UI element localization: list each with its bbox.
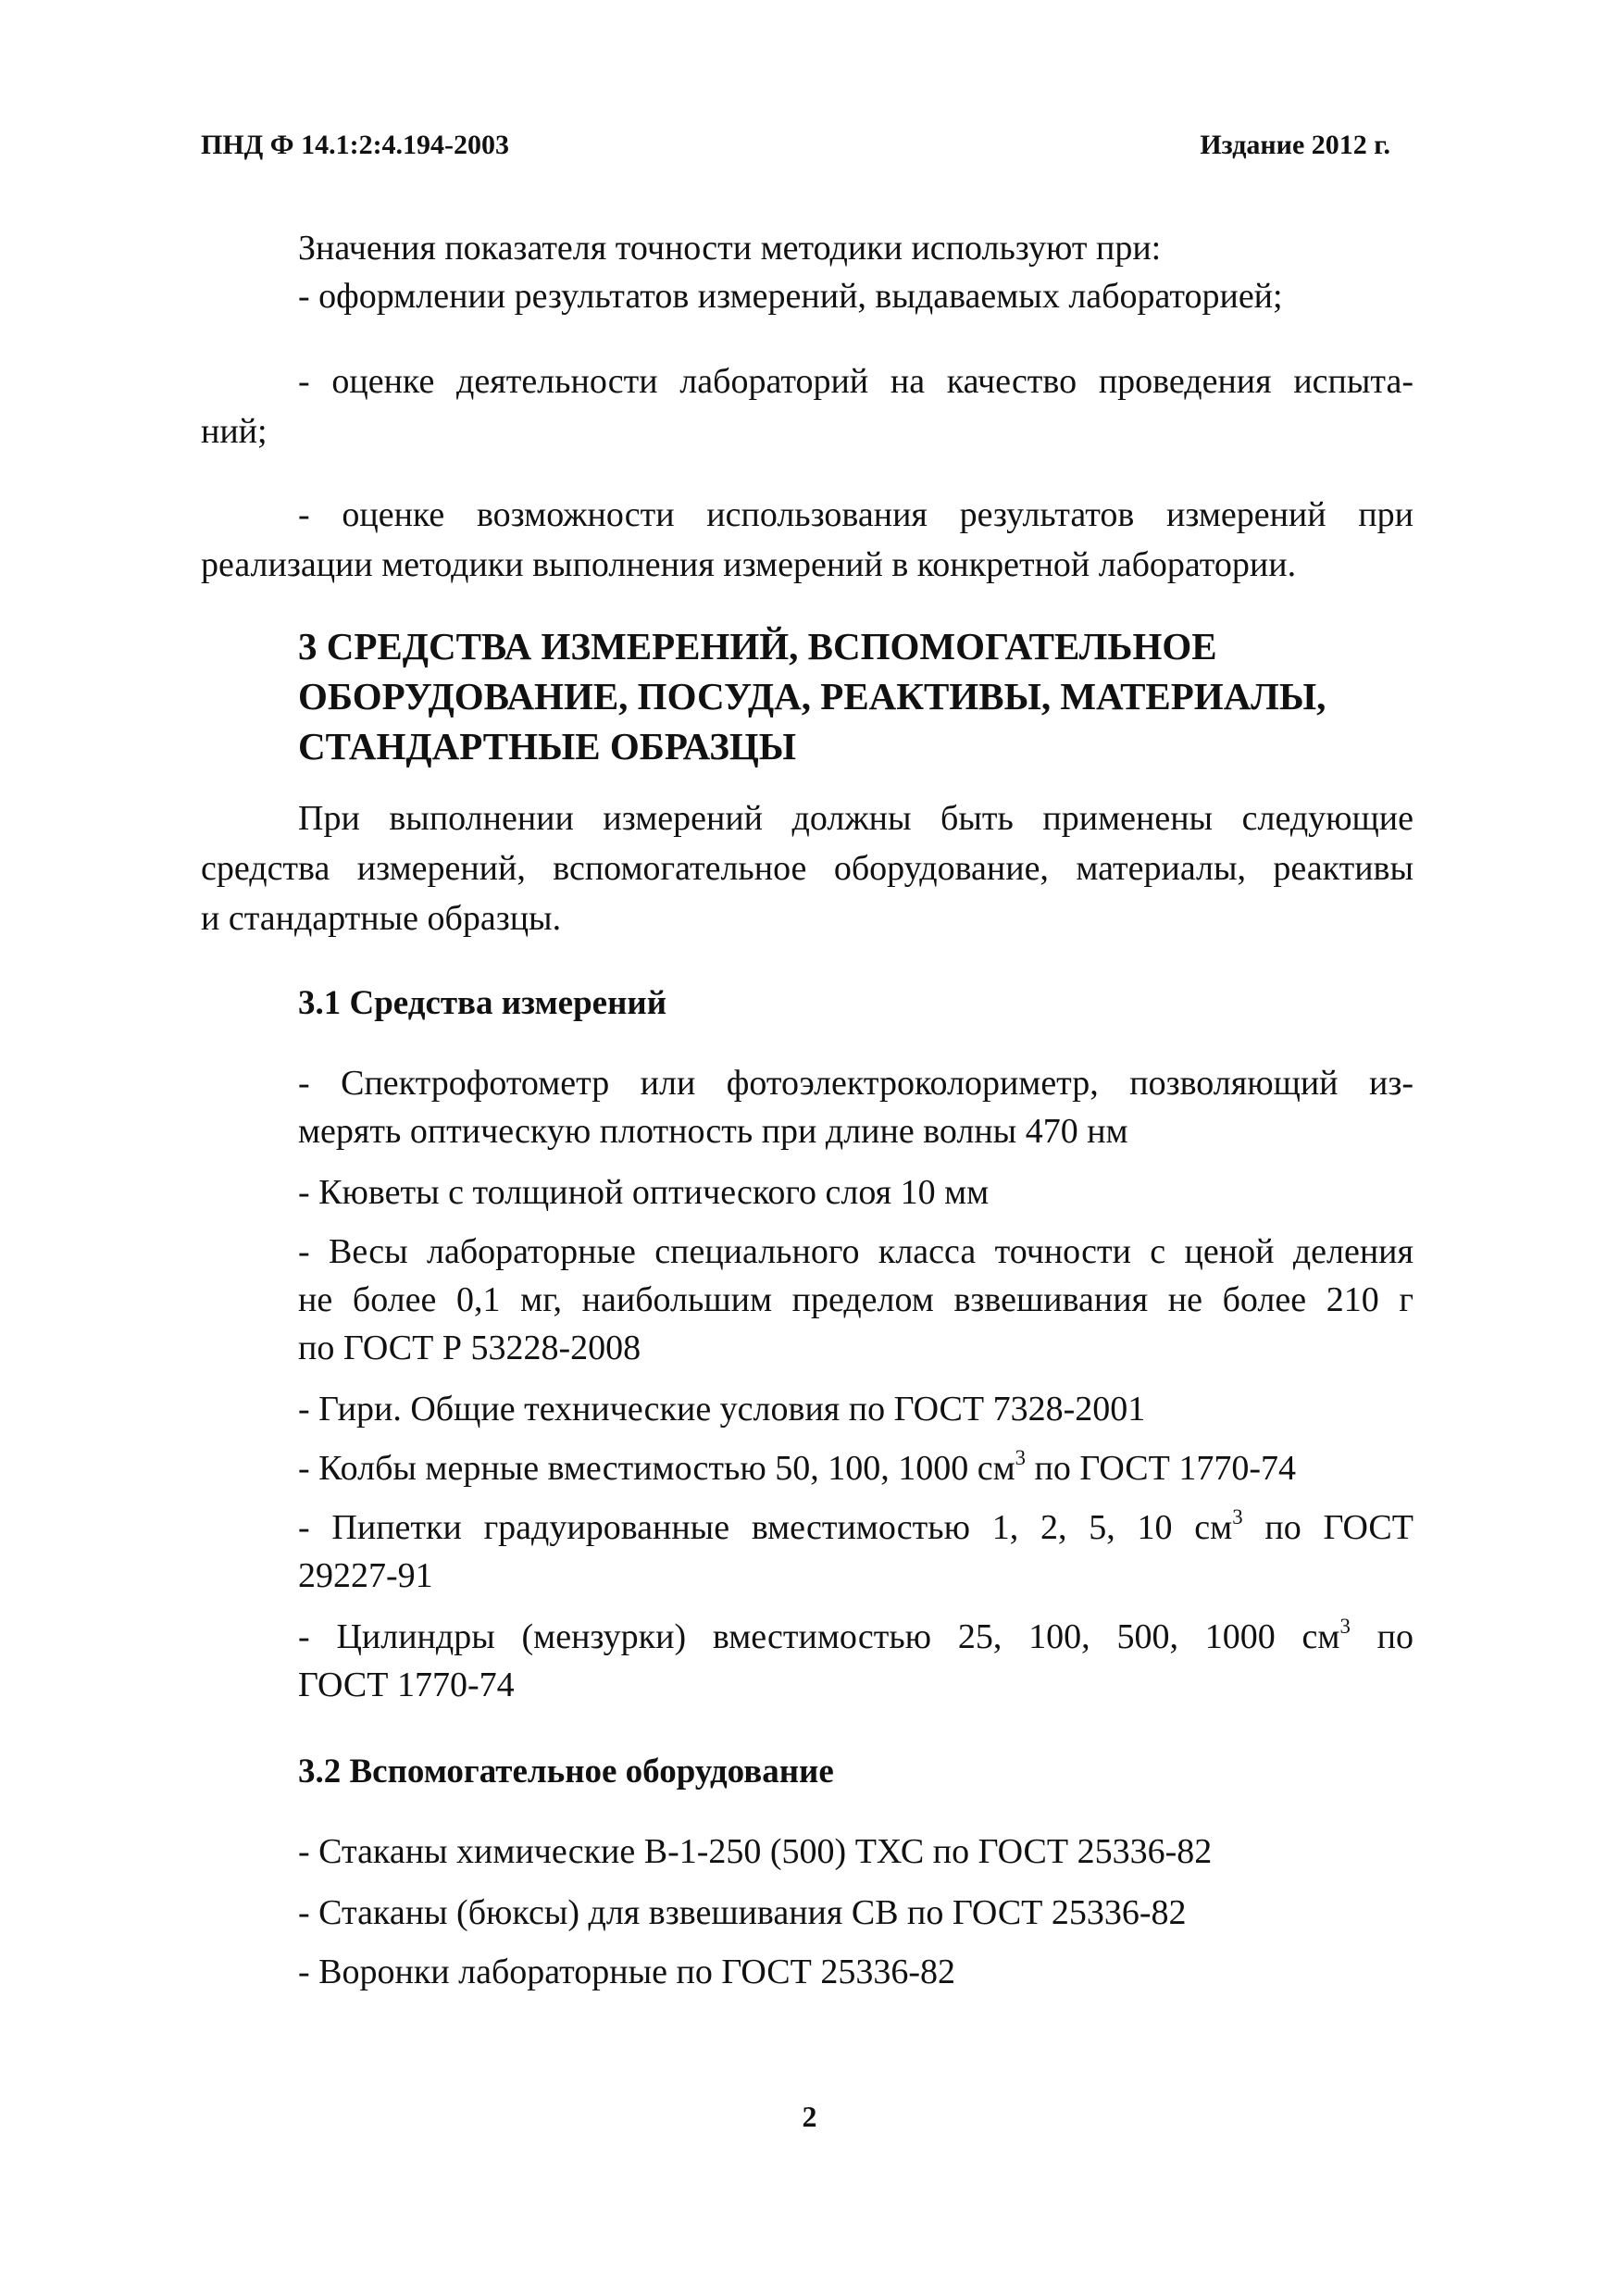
intro-item-2-line-1: - оценке деятельности лабораторий на качество проведения испыта- [298, 362, 1414, 401]
section-3-title-line-3: СТАНДАРТНЫЕ ОБРАЗЦЫ [298, 725, 797, 767]
funnels-item: - Воронки лабораторные по ГОСТ 25336-82 [298, 1953, 955, 1991]
spectrophotometer-line-2: мерять оптическую плотность при длине волны 470 нм [298, 1112, 1128, 1151]
scales-line-3: по ГОСТ Р 53228-2008 [298, 1329, 641, 1367]
cylinders-line-2: ГОСТ 1770-74 [298, 1666, 515, 1704]
pipettes-superscript: 3 [1232, 1505, 1243, 1529]
intro-item-2-line-2: ний; [201, 412, 268, 451]
intro-lead: Значения показателя точности методики используют при: [298, 229, 1162, 268]
document-code: ПНД Ф 14.1:2:4.194-2003 [201, 130, 510, 160]
intro-item-3-line-1: - оценке возможности использования результатов измерений при [298, 495, 1414, 534]
section-3-para-line-2: средства измерений, вспомогательное оборудование, материалы, реактивы [201, 849, 1414, 888]
cuvettes-item: - Кюветы с толщиной оптического слоя 10 мм [298, 1173, 990, 1212]
cylinders-line-1 [298, 1616, 1414, 1657]
flasks-standard: по ГОСТ 1770-74 [1026, 1449, 1297, 1488]
section-3-title-line-2: ОБОРУДОВАНИЕ, ПОСУДА, РЕАКТИВЫ, МАТЕРИАЛЫ, [298, 675, 1326, 718]
intro-item-1: - оформлении результатов измерений, выдаваемых лабораторией; [298, 277, 1283, 316]
cylinders-standard: по [1376, 1617, 1414, 1656]
cylinders-text: - Цилиндры (мензурки) вместимостью 25, 100, 500, 1000 см [298, 1617, 1340, 1656]
section-3-title-line-1: 3 СРЕДСТВА ИЗМЕРЕНИЙ, ВСПОМОГАТЕЛЬНОЕ [298, 625, 1217, 668]
intro-item-3-line-2: реализации методики выполнения измерений в конкретной лаборатории. [201, 545, 1297, 584]
pipettes-line-1 [298, 1507, 1414, 1548]
flasks-superscript: 3 [1015, 1446, 1027, 1470]
cylinders-superscript: 3 [1339, 1615, 1351, 1639]
flasks-text: - Колбы мерные вместимостью 50, 100, 1000 см [298, 1449, 1015, 1488]
section-3-para-line-1: При выполнении измерений должны быть применены следующие [298, 799, 1414, 838]
scales-line-1: - Весы лабораторные специального класса точности с ценой деления [298, 1232, 1414, 1271]
weighing-bottles-item: - Стаканы (бюксы) для взвешивания СВ по ГОСТ 25336-82 [298, 1893, 1187, 1932]
flasks-item [298, 1448, 1296, 1489]
page-number: 2 [802, 2100, 817, 2133]
pipettes-standard: по ГОСТ [1264, 1508, 1414, 1547]
edition-label: Издание 2012 г. [1200, 130, 1390, 160]
pipettes-text: - Пипетки градуированные вместимостью 1, 2, 5, 10 см [298, 1508, 1233, 1547]
beakers-item: - Стаканы химические В-1-250 (500) ТХС по ГОСТ 25336-82 [298, 1832, 1213, 1871]
scales-line-2: не более 0,1 мг, наибольшим пределом взвешивания не более 210 г [298, 1280, 1414, 1319]
weights-item: - Гири. Общие технические условия по ГОСТ 7328-2001 [298, 1390, 1146, 1429]
spectrophotometer-line-1: - Спектрофотометр или фотоэлектроколориметр, позволяющий из- [298, 1064, 1414, 1103]
pipettes-line-2: 29227-91 [298, 1556, 433, 1595]
section-3-2-title: 3.2 Вспомогательное оборудование [298, 1753, 834, 1791]
section-3-1-title: 3.1 Средства измерений [298, 984, 667, 1022]
section-3-para-line-3: и стандартные образцы. [201, 899, 562, 938]
